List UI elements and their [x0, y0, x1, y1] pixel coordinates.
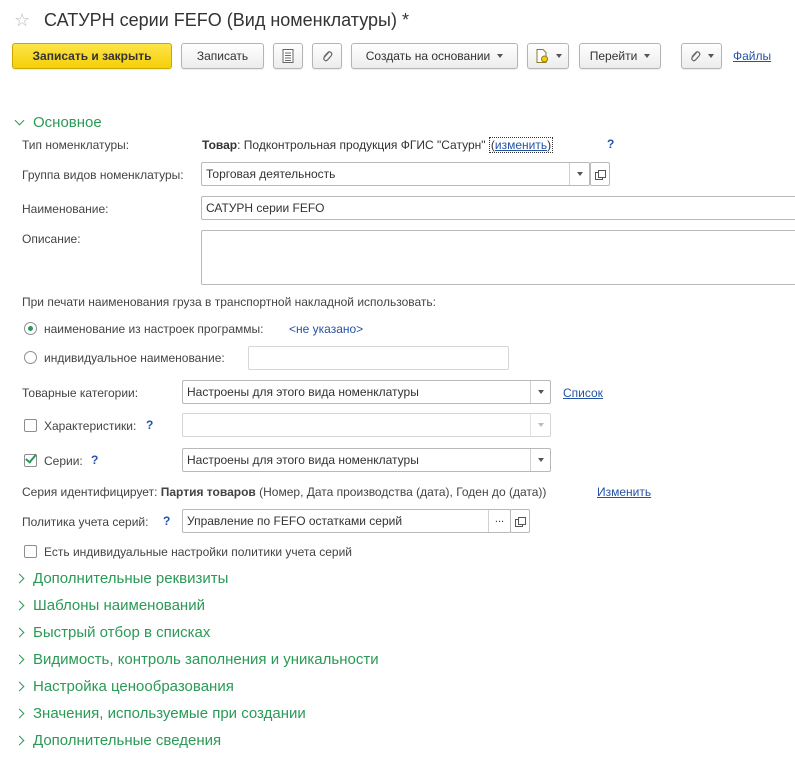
section-visibility-control[interactable] — [16, 651, 379, 669]
characteristics-label: Характеристики: — [44, 419, 137, 433]
series-help-icon[interactable]: ? — [91, 453, 99, 467]
chevron-down-icon — [556, 54, 562, 58]
save-and-close-button[interactable]: Записать и закрыть — [12, 43, 172, 69]
chevron-right-icon — [15, 682, 25, 692]
series-value: Настроены для этого вида номенклатуры — [187, 453, 419, 467]
individual-policy-checkbox[interactable] — [24, 545, 37, 558]
section-title: Значения, используемые при создании — [33, 705, 306, 722]
series-id-change-link[interactable]: Изменить — [597, 485, 652, 499]
policy-select[interactable] — [182, 509, 511, 533]
individual-name-input[interactable] — [248, 346, 509, 370]
description-textarea[interactable] — [201, 230, 795, 285]
name-value: САТУРН серии FEFO — [206, 201, 325, 215]
radio-individual-name[interactable] — [24, 351, 37, 364]
series-select[interactable] — [182, 448, 551, 472]
policy-select-button[interactable] — [488, 510, 510, 532]
document-list-icon — [282, 49, 294, 63]
type-value-bold: Товар — [202, 138, 238, 152]
print-hint: При печати наименования груза в транспортной накладной использовать: — [22, 295, 436, 309]
categories-list-link[interactable]: Список — [563, 386, 603, 400]
save-button[interactable]: Записать — [181, 43, 264, 69]
policy-open-button[interactable] — [510, 509, 530, 533]
type-change-link-text[interactable]: изменить — [494, 138, 548, 152]
characteristics-dropdown-button[interactable] — [530, 414, 550, 436]
series-id-rest: (Номер, Дата производства (дата), Годен до (дата)) — [255, 485, 547, 499]
section-title: Дополнительные реквизиты — [33, 570, 229, 587]
chevron-right-icon — [15, 628, 25, 638]
series-label: Серии: — [44, 454, 83, 468]
type-value-rest: : Подконтрольная продукция ФГИС "Сатурн" — [237, 138, 486, 152]
individual-policy-label: Есть индивидуальные настройки политики учета серий — [44, 545, 353, 559]
policy-value: Управление по FEFO остатками серий — [187, 514, 403, 528]
section-additional-info[interactable] — [16, 732, 221, 750]
section-main-header[interactable] — [16, 114, 102, 132]
create-based-on-button[interactable] — [351, 43, 518, 69]
section-additional-attributes[interactable] — [16, 570, 228, 588]
chevron-right-icon — [15, 601, 25, 611]
open-window-icon — [595, 170, 605, 179]
section-title: Шаблоны наименований — [33, 597, 205, 614]
series-id-prefix: Серия идентифицирует: — [22, 485, 161, 499]
type-change-link[interactable]: (изменить) — [490, 138, 552, 152]
attachments-dropdown-button[interactable] — [681, 43, 722, 69]
open-window-icon — [515, 517, 525, 526]
ellipsis-icon: ... — [494, 513, 505, 525]
policy-help-icon[interactable]: ? — [163, 514, 171, 528]
chevron-right-icon — [15, 736, 25, 746]
series-dropdown-button[interactable] — [530, 449, 550, 471]
chevron-right-icon — [15, 709, 25, 719]
series-identification — [22, 485, 546, 499]
chevron-right-icon — [15, 574, 25, 584]
type-label: Тип номенклатуры: — [22, 138, 130, 152]
chevron-down-icon — [644, 54, 650, 58]
files-link[interactable]: Файлы — [733, 49, 772, 63]
section-title: Быстрый отбор в списках — [33, 624, 211, 641]
section-title: Видимость, контроль заполнения и уникальности — [33, 651, 379, 668]
chevron-down-icon — [497, 54, 503, 58]
paperclip-icon — [321, 49, 333, 63]
radio-settings-label: наименование из настроек программы: — [44, 322, 264, 336]
type-value — [202, 138, 553, 152]
paperclip-icon — [689, 49, 701, 63]
page-title: САТУРН серии FEFO (Вид номенклатуры) * — [44, 10, 409, 30]
name-input[interactable] — [201, 196, 795, 220]
go-button[interactable] — [579, 43, 661, 69]
document-gear-icon — [535, 49, 549, 63]
settings-name-link[interactable]: <не указано> — [289, 322, 364, 336]
radio-individual-label: индивидуальное наименование: — [44, 351, 225, 365]
series-checkbox[interactable] — [24, 454, 37, 467]
print-dropdown-button[interactable] — [527, 43, 569, 69]
chevron-down-icon — [577, 172, 583, 176]
group-open-button[interactable] — [590, 162, 610, 186]
section-pricing-settings[interactable] — [16, 678, 234, 696]
categories-select[interactable] — [182, 380, 551, 404]
group-select[interactable] — [201, 162, 590, 186]
categories-value: Настроены для этого вида номенклатуры — [187, 385, 419, 399]
section-title: Настройка ценообразования — [33, 678, 234, 695]
characteristics-select[interactable] — [182, 413, 551, 437]
characteristics-help-icon[interactable]: ? — [146, 418, 154, 432]
favorite-star-icon[interactable]: ☆ — [14, 10, 31, 30]
chevron-down-icon — [538, 458, 544, 462]
name-label: Наименование: — [22, 202, 109, 216]
description-label: Описание: — [22, 232, 81, 246]
type-help-icon[interactable]: ? — [607, 137, 615, 151]
radio-settings-name[interactable] — [24, 322, 37, 335]
group-dropdown-button[interactable] — [569, 163, 589, 185]
report-button[interactable] — [273, 43, 303, 69]
checkmark-icon — [25, 451, 37, 463]
section-quick-filter[interactable] — [16, 624, 210, 642]
group-label: Группа видов номенклатуры: — [22, 168, 184, 182]
create-based-on-label: Создать на основании — [365, 49, 491, 63]
policy-label: Политика учета серий: — [22, 515, 149, 529]
categories-dropdown-button[interactable] — [530, 381, 550, 403]
section-default-values[interactable] — [16, 705, 306, 723]
chevron-down-icon — [538, 423, 544, 427]
characteristics-checkbox[interactable] — [24, 419, 37, 432]
chevron-down-icon — [15, 116, 25, 126]
chevron-down-icon — [708, 54, 714, 58]
chevron-down-icon — [538, 390, 544, 394]
categories-label: Товарные категории: — [22, 386, 139, 400]
series-id-bold: Партия товаров — [160, 485, 256, 499]
section-main-title: Основное — [33, 114, 102, 131]
group-value: Торговая деятельность — [206, 167, 336, 181]
attach-button[interactable] — [312, 43, 342, 69]
go-label: Перейти — [589, 49, 638, 63]
chevron-right-icon — [15, 655, 25, 665]
section-title: Дополнительные сведения — [33, 732, 222, 749]
section-name-templates[interactable] — [16, 597, 205, 615]
